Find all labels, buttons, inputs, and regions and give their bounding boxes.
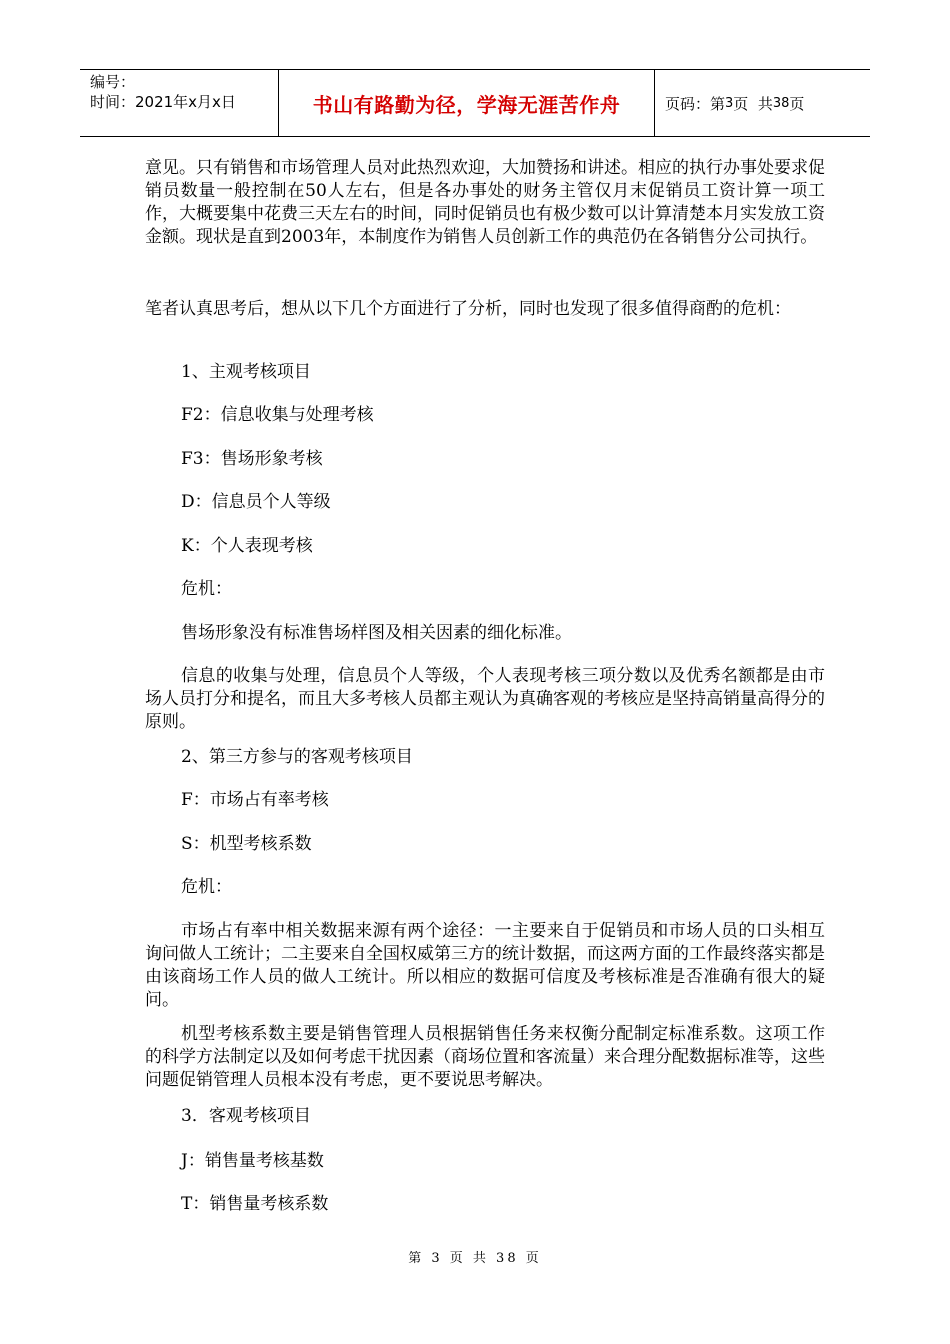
page-mid: 页 共: [733, 94, 773, 113]
list-item-f3: F3：售场形象考核: [181, 449, 323, 469]
page-prefix: 页码：第: [665, 94, 726, 113]
section-1-heading: 1、主观考核项目: [181, 362, 311, 382]
page-header: [80, 69, 870, 137]
list-item-j: J：销售量考核基数: [181, 1151, 324, 1171]
list-item-k: K：个人表现考核: [181, 536, 313, 556]
page-suffix: 页: [789, 94, 805, 113]
section-3-heading: 3．客观考核项目: [181, 1106, 311, 1126]
crisis-label-2: 危机：: [181, 877, 232, 897]
number-label: 编号：: [90, 73, 136, 91]
paragraph-5: 机型考核系数主要是销售管理人员根据销售任务来权衡分配制定标准系数。这项工作的科学方法制定以及如何考虑干扰因素（商场位置和客流量）来合理分配数据标准等，这些问题促销管理人员根本没有考虑，更不要说思考解决。: [145, 1024, 825, 1090]
list-item-s: S：机型考核系数: [181, 834, 312, 854]
page-footer: 第 3 页 共 38 页: [408, 1251, 542, 1266]
paragraph-4: 市场占有率中相关数据来源有两个途径：一主要来自于促销员和市场人员的口头相互询问做人工统计；二主要来自全国权威第三方的统计数据，而这两方面的工作最终落实都是由该商场工作人员的做人工统计。所以相应的数据可信度及考核标准是否准确有很大的疑问。: [145, 921, 825, 1010]
list-item-f2: F2：信息收集与处理考核: [181, 405, 374, 425]
crisis-text-1: 售场形象没有标准售场样图及相关因素的细化标准。: [181, 623, 572, 643]
time-label: 时间：2021年x月x日: [90, 93, 236, 111]
page-current: 3: [725, 95, 734, 111]
list-item-d: D：信息员个人等级: [181, 492, 331, 512]
header-motto: 书山有路勤为径，学海无涯苦作舟: [279, 70, 655, 136]
page-total: 38: [772, 95, 790, 111]
list-item-f: F：市场占有率考核: [181, 790, 329, 810]
list-item-t: T：销售量考核系数: [181, 1194, 329, 1214]
paragraph-1: 意见。只有销售和市场管理人员对此热烈欢迎，大加赞扬和讲述。相应的执行办事处要求促销员数量一般控制在50人左右，但是各办事处的财务主管仅月末促销员工资计算一项工作，大概要集中花费三天左右的时间，同时促销员也有极少数可以计算清楚本月实发放工资金额。现状是直到2003年，本制度作为销售人员创新工作的典范仍在各销售分公司执行。: [145, 158, 825, 247]
section-2-heading: 2、第三方参与的客观考核项目: [181, 747, 413, 767]
paragraph-2: 笔者认真思考后，想从以下几个方面进行了分析，同时也发现了很多值得商酌的危机：: [145, 299, 791, 319]
header-page-info: [655, 70, 870, 136]
crisis-label-1: 危机：: [181, 579, 232, 599]
header-meta: [80, 70, 279, 136]
paragraph-3: 信息的收集与处理，信息员个人等级，个人表现考核三项分数以及优秀名额都是由市场人员打分和提名，而且大多考核人员都主观认为真确客观的考核应是坚持高销量高得分的原则。: [145, 666, 825, 732]
